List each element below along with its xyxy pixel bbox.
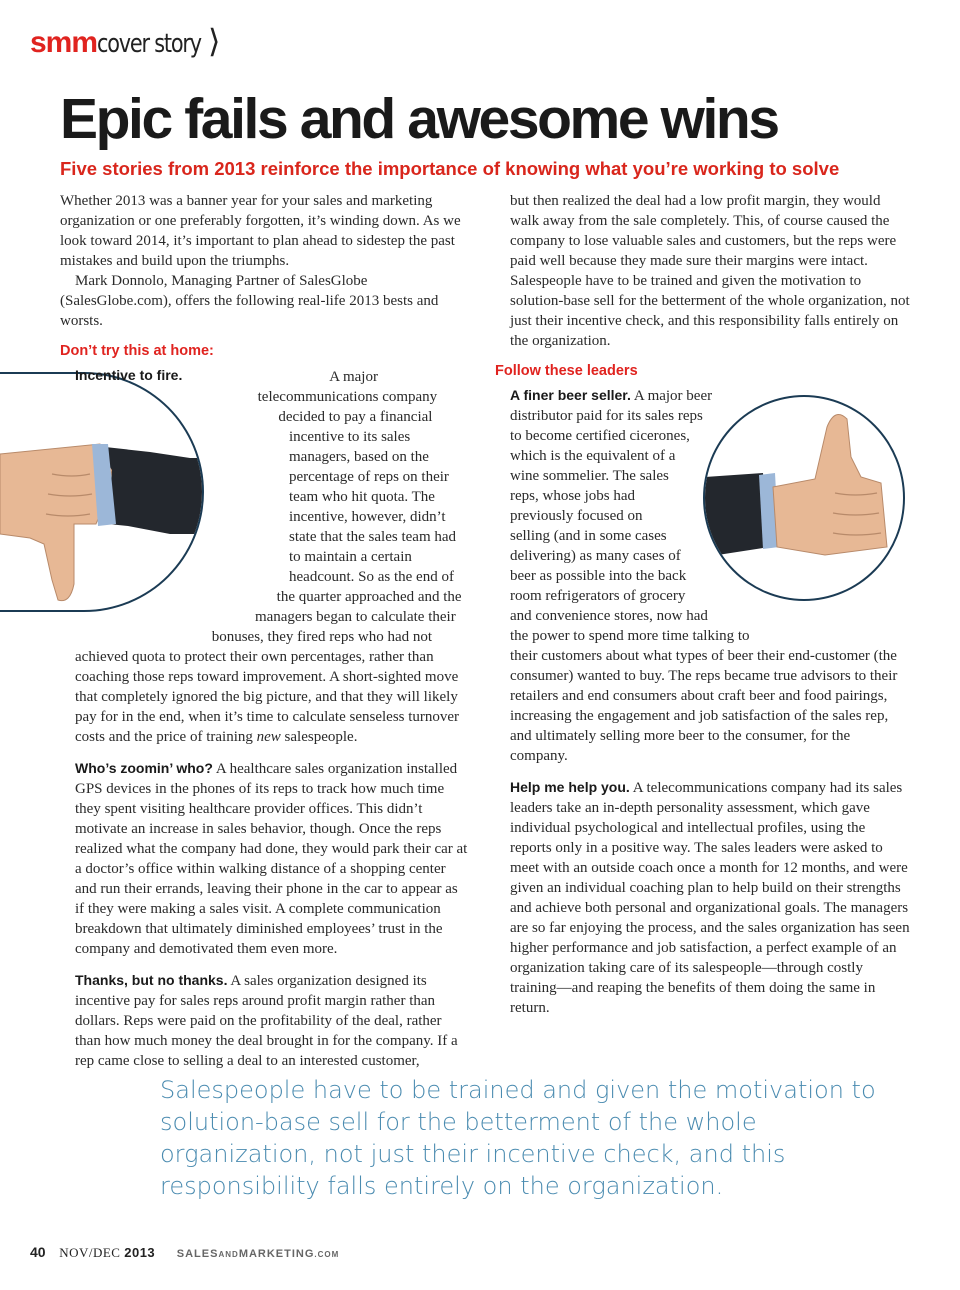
column-left xyxy=(60,191,470,1071)
site-part: MARKETING xyxy=(238,1248,315,1260)
story-help-me xyxy=(510,777,910,1018)
photo-wrap-shape xyxy=(690,385,910,635)
brand-logo: smm xyxy=(30,26,98,59)
section-brand xyxy=(30,22,227,68)
article-deck: Five stories from 2013 reinforce the importance of knowing what you’re working to solve xyxy=(60,158,840,179)
story-lead: Help me help you. xyxy=(510,779,630,795)
story-beer-seller xyxy=(510,385,910,766)
page-number: 40 xyxy=(30,1244,46,1260)
site-part: SALES xyxy=(176,1248,219,1260)
photo-wrap-shape xyxy=(60,366,285,646)
story-body: A healthcare sales organization installed GPS devices in the phones of its reps to track how much time they spent visiting healthcare provider offices. This didn’t motivate an increase in sales behavior, though. Once the reps realized what the company had done, they would park their car at a doctor’s office within walking distance of a shopping center and run their errands, leaving their phone in the car to appear as if they were making a sales visit. A complete communication breakdown that ultimately diminished employees’ trust in the company and demotivated them even more. xyxy=(75,761,468,957)
page-footer xyxy=(30,1244,339,1261)
section-heading: Don’t try this at home: xyxy=(60,343,214,359)
story-continued: but then realized the deal had a low profit margin, they would walk away from the sale completely. This, of course caused the company to lose valuable sales and customers, but the reps were paid well because they made sure their margins were intact. Salespeople have to be trained and given the motivation to solution-base sell for the betterment of the whole organization, not just their incentive check, and this responsibility falls entirely on the organization. xyxy=(510,193,910,349)
issue-date xyxy=(59,1245,155,1260)
story-emphasis: new xyxy=(256,729,281,745)
story-lead: Who’s zoomin’ who? xyxy=(75,760,213,776)
site-part: AND xyxy=(218,1250,239,1259)
story-body: A telecommunications company had its sales leaders take an in-depth personality assessment, which gave individual psychological and intellectual profiles, using the reports only in a positive way. The sales leaders were asked to meet with an outside coach once a month for 12 months, and were given an individual coaching plan to help build on their strengths and achieve both personal and organizational goals. The managers are so far enjoying the process, and the sales organization has seen higher performance and job satisfaction, a perfect example of an organization taking care of its salespeople—through costly training—and reaping the benefits of them doing the same in return. xyxy=(510,780,910,1016)
section-heading: Follow these leaders xyxy=(495,363,638,379)
story-lead: Incentive to fire. xyxy=(75,367,183,383)
story-lead: Thanks, but no thanks. xyxy=(75,972,228,988)
story-thanks xyxy=(75,970,470,1071)
story-body-tail: salespeople. xyxy=(284,729,358,745)
pull-quote: Salespeople have to be trained and given the motivation to solution-base sell for the betterment of the whole organization, not just their incentive check, and this responsibility falls entirely on the organization. xyxy=(160,1076,876,1200)
intro-paragraph: Whether 2013 was a banner year for your sales and marketing organization or one preferably forgotten, it’s winding down. As we look toward 2014, it’s important to plan ahead to sidestep the past mistakes and build upon the triumphs. xyxy=(60,193,461,269)
story-zoomin xyxy=(75,758,470,959)
story-body: A sales organization designed its incentive pay for sales reps around profit margin rather than dollars. Reps were paid on the profitability of the deal, rather than how much money the deal brought in for the company. If a rep came close to selling a deal to an interested customer, xyxy=(75,973,458,1069)
intro-paragraph: Mark Donnolo, Managing Partner of SalesGlobe (SalesGlobe.com), offers the following real-life 2013 bests and worsts. xyxy=(60,273,439,329)
brand-section-label: cover story xyxy=(97,29,201,59)
story-lead: A finer beer seller. xyxy=(510,387,631,403)
column-right xyxy=(495,191,910,1018)
site-url xyxy=(177,1248,340,1260)
story-body: A major telecommunications company decided to pay a financial incentive to its sales managers, based on the percentage of reps on their team who hit quota. The incentive, however, didn’t state that the sales team had to maintain a certain headcount. So as the end of the quarter approached and the managers began to calculate their bonuses, they fired reps who had not achieved quota to protect their own percentages, rather than coaching those reps toward improvement. A short-sighted move that completely ignored the big picture, and that they will likely pay for in the end, when it’s time to calculate senseless turnover costs and the price of training xyxy=(75,369,462,745)
story-incentive-body-wrap xyxy=(75,366,470,747)
issue-year: 2013 xyxy=(124,1245,156,1260)
article-title: Epic fails and awesome wins xyxy=(60,87,778,151)
story-body: A major beer distributor paid for its sales reps to become certified cicerones, which is the equivalent of a wine sommelier. The sales reps, whose jobs had previously focused on selling (and in some cases delivering) as many cases of beer as possible into the back room refrigerators of grocery and convenience stores, now had the power to spend more time talking to their customers about what types of beer their end-customer (the consumer) wanted to buy. The reps became true advisors to their retailers and end consumers about craft beer and food pairings, increasing the engagement and job satisfaction of the sales rep, and ultimately selling more beer to the consumer, for the company. xyxy=(510,388,898,764)
issue-month: NOV/DEC xyxy=(59,1245,121,1260)
chevron-right-icon: ⟩ xyxy=(208,22,221,60)
site-part: .COM xyxy=(314,1250,340,1259)
